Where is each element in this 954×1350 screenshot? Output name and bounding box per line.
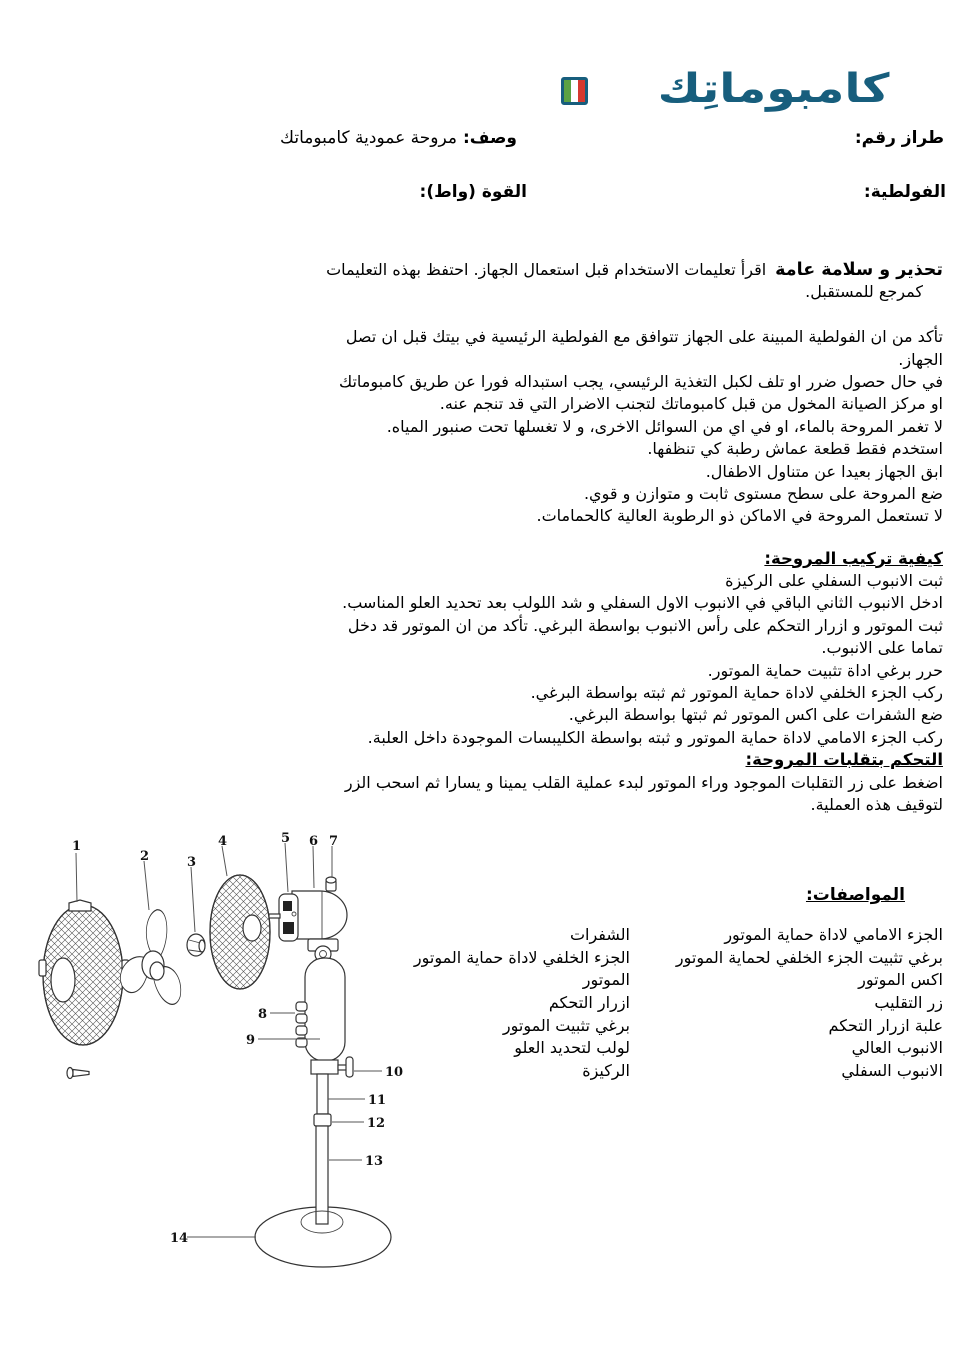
blank-line (243, 304, 943, 326)
part-label-4: 4 (218, 834, 228, 849)
part-label-5: 5 (281, 831, 291, 846)
spec-item: الانبوب السفلي (841, 1061, 943, 1081)
warning-intro-line (243, 259, 943, 281)
assembly-lines (243, 570, 943, 749)
oscillation-line: اضغط على زر التقلبات الموجود وراء الموتور لبدء عملية القلب يمينا و يسارا ثم اسحب الزر (344, 772, 943, 792)
oscillation-line: لتوقيف هذه العملية. (810, 794, 943, 814)
warning-intro-cont: كمرجع للمستقبل. (805, 282, 923, 302)
part-label-1: 1 (72, 839, 82, 854)
assembly-line: ثبت الموتور و ازرار التحكم على رأس الانبوب بواسطة البرغي. تأكد من ان الموتور قد دخل (347, 615, 943, 635)
voltage-label: الفولطية: (863, 182, 946, 202)
model-number-label: طراز رقم: (854, 128, 944, 148)
fan-exploded-diagram (30, 828, 430, 1328)
italy-flag-icon (561, 77, 588, 105)
spec-item: لولب لتحديد العلو (514, 1038, 630, 1058)
part-label-2: 2 (140, 849, 150, 864)
safety-line: ابق الجهاز بعيدا عن متناول الاطفال. (705, 461, 943, 481)
description-label: وصف: (462, 128, 517, 148)
safety-lines (243, 326, 943, 528)
safety-line: تأكد من ان الفولطية المبينة على الجهاز تتوافق مع الفولطية الرئيسية في بيتك قبل ان تصل (345, 327, 943, 347)
assembly-heading: كيفية تركيب المروحة: (764, 548, 943, 568)
safety-line: ضع المروحة على سطح مستوى ثابت و متوازن و قوي. (583, 483, 943, 503)
warning-title: تحذير و سلامة عامة (775, 260, 943, 280)
assembly-line: ركب الجزء الامامي لاداة حماية الموتور و ثبته بواسطة الكليبسات الموجودة داخل العلبة. (367, 727, 943, 747)
part-label-10: 10 (385, 1065, 404, 1080)
spec-item: الجزء الامامي لاداة حماية الموتور (724, 925, 943, 944)
spinner-cap (187, 934, 205, 956)
assembly-line: ضع الشفرات على اكس الموتور ثم ثبتها بواسطة البرغي. (568, 705, 943, 725)
safety-line: الجهاز. (898, 349, 943, 369)
specs-left-column (414, 924, 630, 1083)
description-value: مروحة عمودية كامبوماتك (280, 128, 457, 148)
warning-intro: اقرأ تعليمات الاستخدام قبل استعمال الجهاز. احتفظ بهذه التعليمات (326, 260, 767, 279)
spec-item: ازرار التحكم (548, 993, 630, 1013)
brand-wordmark: كامبوماتِك (658, 66, 890, 112)
part-label-12: 12 (367, 1116, 386, 1131)
body-text (243, 259, 943, 816)
screw (67, 1068, 89, 1079)
spec-item: الشفرات (569, 925, 630, 944)
spec-item: الركيزة (582, 1061, 630, 1081)
assembly-line: ثبت الانبوب السفلي على الركيزة (725, 571, 943, 591)
motor-head (269, 877, 347, 962)
spec-item: علبة ازرار التحكم (828, 1015, 943, 1035)
assembly-line: ادخل الانبوب الثاني الباقي في الانبوب الاول السفلي و شد اللولب بعد تحديد العلو المناسب. (342, 593, 943, 613)
spec-item: الجزء الخلفي لاداة حماية الموتور (413, 947, 630, 967)
part-label-14: 14 (170, 1231, 189, 1246)
assembly-line: تماما على الانبوب. (821, 638, 943, 658)
assembly-line: حرر برغي اداة تثبيت حماية الموتور. (707, 660, 943, 680)
part-label-3: 3 (187, 855, 197, 870)
brand-logo (0, 36, 954, 112)
part-label-9: 9 (246, 1033, 256, 1048)
part-label-11: 11 (368, 1093, 387, 1108)
part-label-8: 8 (258, 1007, 268, 1022)
description-field (280, 128, 517, 148)
specs-right-column (676, 924, 943, 1083)
part-label-6: 6 (309, 834, 319, 849)
spec-item: اكس الموتور (858, 970, 943, 990)
safety-line: لا تستعمل المروحة في الاماكن ذو الرطوبة العالية كالحمامات. (536, 506, 943, 526)
assembly-line: ركب الجزء الخلفي لاداة حماية الموتور ثم ثبته بواسطة البرغي. (530, 683, 943, 703)
spec-item: زر التقليب (874, 993, 943, 1013)
rear-guard (210, 875, 270, 989)
control-body (296, 958, 353, 1077)
safety-line: او مركز الصيانة المخول من قبل كامبوماتك لتجنب الاضرار التي قد تنجم عنه. (439, 394, 943, 414)
safety-line: في حال حصول ضرر او تلف لكبل التغذية الرئيسي، يجب استبداله فورا عن طريق كامبوماتك (338, 371, 943, 391)
part-label-13: 13 (365, 1154, 384, 1169)
oscillation-heading: التحكم بتقلبات المروحة: (745, 750, 943, 770)
safety-line: لا تغمر المروحة بالماء، او في اي من السوائل الاخرى، و لا تغسلها تحت صنبور المياه. (386, 416, 943, 436)
safety-line: استخدم فقط قطعة عماش رطبة كي تنظفها. (647, 439, 943, 459)
fan-blades (118, 906, 186, 1013)
spec-item: برغي تثبيت الموتور (502, 1015, 630, 1035)
spec-item: برغي تثبيت الجزء الخلفي لحماية الموتور (675, 947, 943, 967)
power-label: القوة (واط): (419, 182, 527, 202)
spec-item: الانبوب العالي (851, 1038, 943, 1058)
spec-item: الموتور (582, 970, 630, 990)
oscillation-lines (243, 772, 943, 817)
specs-heading: المواصفات: (805, 885, 905, 905)
front-guard (39, 900, 129, 1045)
part-label-7: 7 (329, 834, 339, 849)
